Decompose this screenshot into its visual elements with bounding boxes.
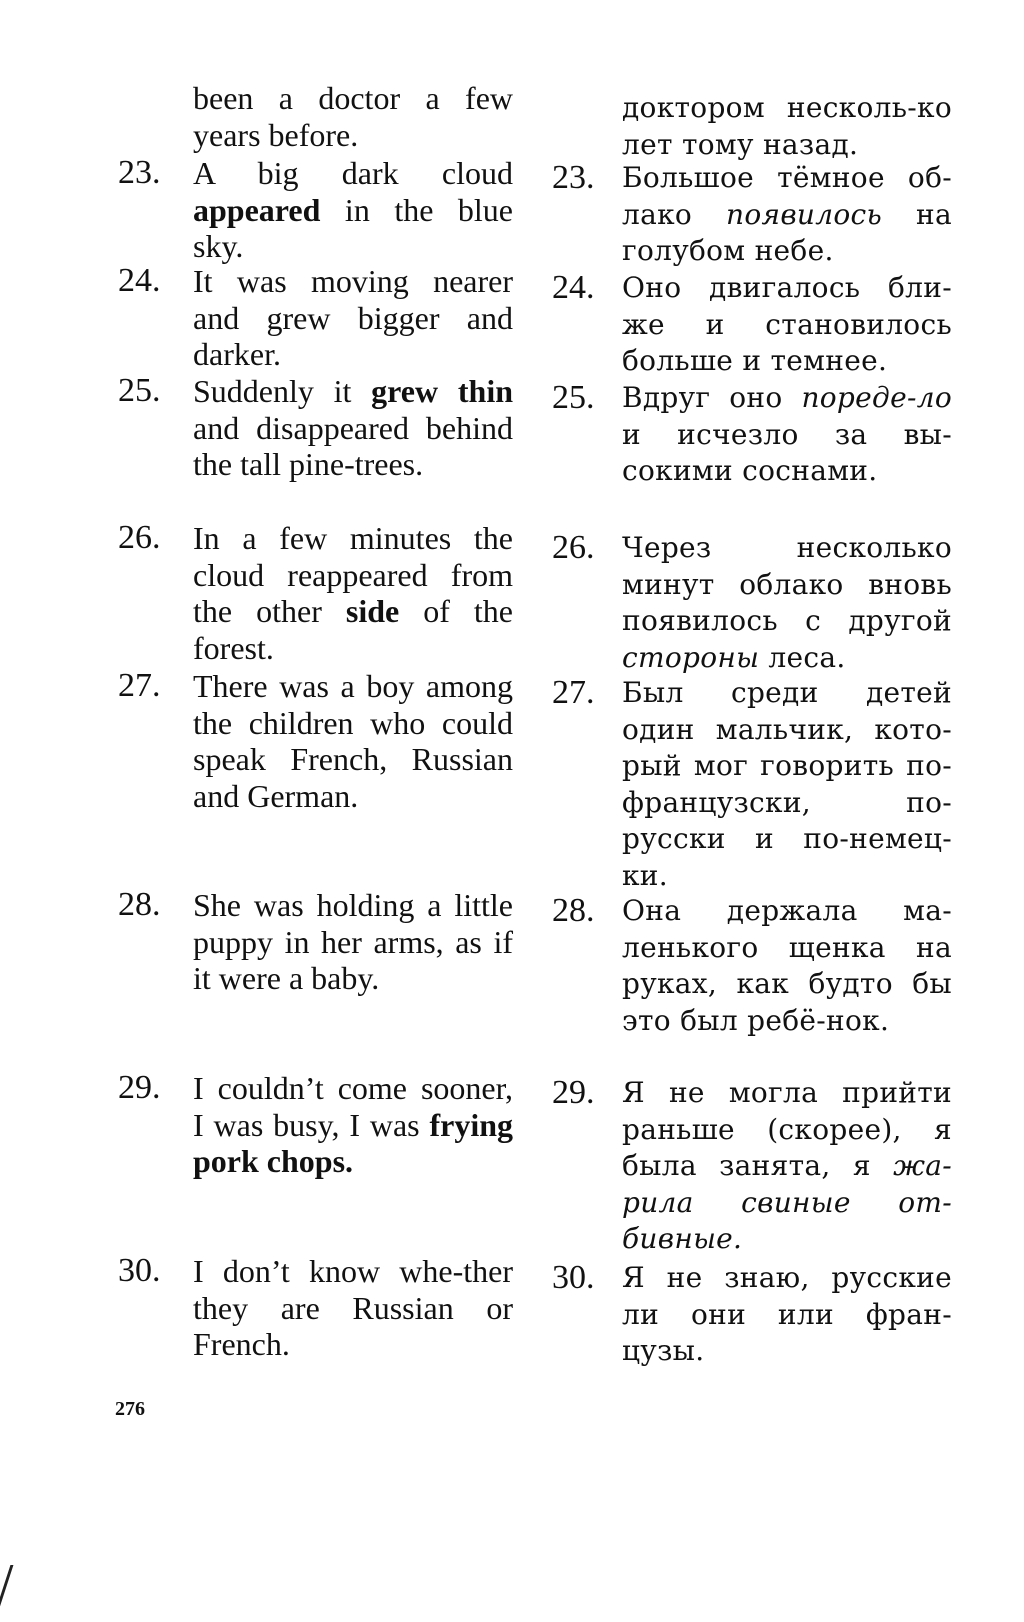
- russian-entry-text: [622, 160, 952, 270]
- text-run: на голубом небе.: [622, 197, 952, 267]
- text-run: She was holding a little puppy in her arms, as if it were a baby.: [193, 887, 513, 996]
- russian-entry-number: 29.: [552, 1074, 595, 1111]
- text-run: Вдруг оно: [622, 381, 802, 414]
- text-run: been a doctor a few years before.: [193, 80, 513, 153]
- italic-phrase: стороны: [622, 640, 760, 674]
- text-run: и исчезло за вы-сокими соснами.: [622, 417, 952, 487]
- italic-phrase: пореде-ло: [801, 381, 952, 414]
- scan-edge-mark: [0, 1565, 13, 1617]
- english-entry-text: [193, 668, 513, 814]
- text-run: Большое тёмное об-лако: [622, 161, 952, 231]
- bold-phrase: frying pork chops.: [193, 1106, 513, 1179]
- italic-phrase: появилось: [726, 197, 883, 231]
- russian-entry-number: 27.: [552, 674, 595, 711]
- text-run: Оно двигалось бли-же и становилось больше и темнее.: [622, 271, 952, 377]
- text-run: There was a boy among the children who could speak French, Russian and German.: [193, 668, 513, 814]
- english-entry-number: 25.: [118, 372, 161, 409]
- russian-entry-number: 30.: [552, 1259, 595, 1296]
- text-run: Через несколько минут облако вновь появилось с другой: [622, 531, 952, 637]
- english-entry-text: [193, 373, 513, 483]
- english-entry-text: [193, 155, 513, 265]
- text-run: in the blue sky.: [193, 191, 513, 264]
- russian-entry-number: 28.: [552, 892, 595, 929]
- english-entry-number: 23.: [118, 154, 161, 191]
- russian-entry-number: 25.: [552, 379, 595, 416]
- bold-phrase: grew thin: [371, 373, 513, 409]
- bold-phrase: side: [345, 593, 400, 629]
- text-run: In a few minutes the cloud reappeared from the other: [193, 520, 513, 629]
- italic-phrase: жа-рила свиные от-бивные.: [622, 1149, 952, 1255]
- text-run: доктором несколь-ко лет тому назад.: [622, 91, 952, 161]
- english-entry-number: 28.: [118, 886, 161, 923]
- russian-entry-number: 26.: [552, 529, 595, 566]
- russian-entry-text: [622, 530, 952, 676]
- russian-entry-text: [622, 380, 952, 490]
- text-run: and disappeared behind the tall pine-trees.: [193, 409, 513, 482]
- text-run: I couldn’t come sooner, I was busy, I was: [193, 1070, 513, 1143]
- english-entry-number: 27.: [118, 667, 161, 704]
- english-entry-text: [193, 1253, 513, 1363]
- text-run: of the forest.: [193, 593, 513, 666]
- russian-entry-text: [622, 893, 952, 1039]
- russian-entry-text: [622, 675, 952, 894]
- russian-entry-text: [622, 1075, 952, 1258]
- russian-entry-text: [622, 90, 952, 163]
- bold-phrase: appeared: [193, 191, 321, 228]
- english-entry-text: [193, 887, 513, 997]
- english-entry-text: [193, 80, 513, 153]
- english-entry-number: 29.: [118, 1069, 161, 1106]
- english-entry-number: 26.: [118, 519, 161, 556]
- text-run: Она держала ма-ленького щенка на руках, как будто бы это был ребё-нок.: [622, 894, 952, 1037]
- russian-entry-number: 23.: [552, 159, 595, 196]
- english-entry-text: [193, 263, 513, 373]
- english-entry-number: 24.: [118, 262, 161, 299]
- text-run: A big dark cloud: [193, 155, 513, 191]
- text-run: I don’t know whe-ther they are Russian or French.: [193, 1253, 513, 1362]
- text-run: It was moving nearer and grew bigger and darker.: [193, 263, 513, 372]
- english-entry-text: [193, 520, 513, 666]
- russian-entry-number: 24.: [552, 269, 595, 306]
- text-run: Я не могла прийти раньше (скорее), я была занята, я: [622, 1076, 952, 1182]
- russian-entry-text: [622, 270, 952, 380]
- text-run: леса.: [759, 640, 846, 674]
- english-entry-number: 30.: [118, 1252, 161, 1289]
- english-entry-text: [193, 1070, 513, 1180]
- text-run: Suddenly it: [193, 373, 372, 409]
- text-run: Я не знаю, русские ли они или фран-цузы.: [622, 1261, 952, 1367]
- russian-entry-text: [622, 1260, 952, 1370]
- page-number: 276: [115, 1398, 145, 1420]
- text-run: Был среди детей один мальчик, кото-рый мог говорить по-французски, по-русски и по-немец-ки.: [622, 676, 952, 892]
